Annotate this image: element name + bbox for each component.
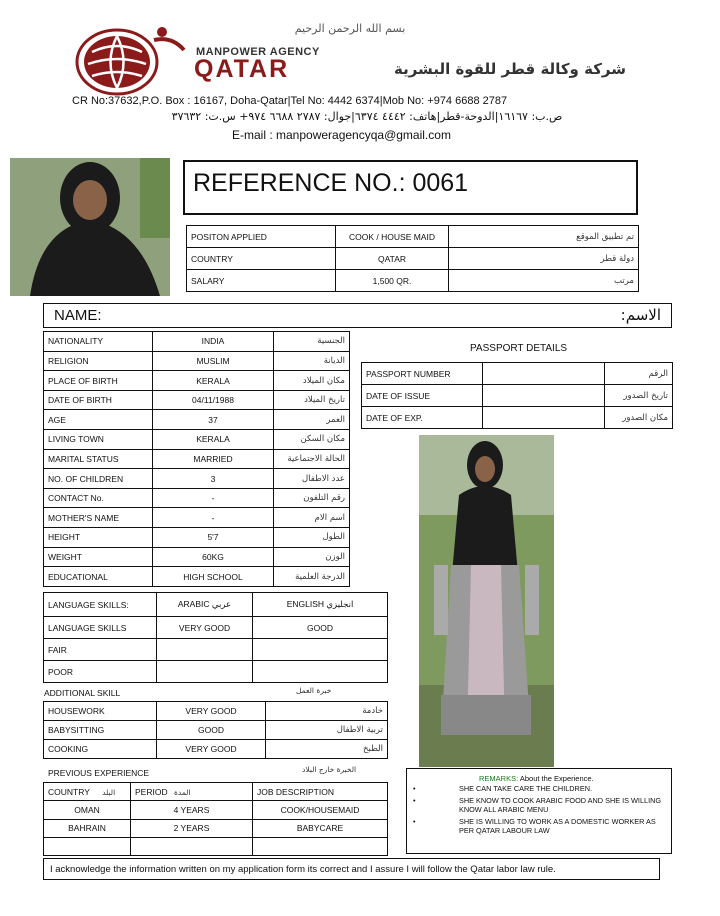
skill-label: HOUSEWORK — [44, 702, 157, 721]
personal-label-arabic: الطول — [274, 528, 350, 548]
passport-value — [483, 407, 605, 429]
personal-value: 37 — [153, 410, 274, 430]
language-row — [44, 639, 388, 661]
experience-period: 2 YEARS — [131, 819, 253, 837]
remarks-item — [413, 817, 667, 835]
personal-value: MARRIED — [153, 449, 274, 469]
applicant-full-length-photo — [419, 435, 554, 767]
personal-label: MOTHER'S NAME — [44, 508, 153, 528]
language-level-label: LANGUAGE SKILLS — [44, 617, 157, 639]
personal-label: LIVING TOWN — [44, 430, 153, 450]
bullet-icon: • — [413, 784, 416, 793]
language-level-label: POOR — [44, 661, 157, 683]
job-row — [187, 226, 639, 248]
experience-table — [43, 782, 388, 856]
agency-name-arabic: شركة وكالة قطر للقوة البشرية — [394, 60, 626, 78]
personal-label-arabic: رقم التلفون — [274, 488, 350, 508]
experience-row — [44, 819, 388, 837]
personal-value: KERALA — [153, 371, 274, 391]
additional-skill-title-arabic: خبرة العمل — [296, 686, 332, 695]
skill-label-arabic: خادمة — [266, 702, 388, 721]
language-english-level — [253, 661, 388, 683]
applicant-portrait-photo — [10, 158, 170, 296]
additional-skill-title: ADDITIONAL SKILL — [44, 688, 121, 698]
personal-label: PLACE OF BIRTH — [44, 371, 153, 391]
job-table — [186, 225, 639, 292]
remarks-box — [406, 768, 672, 854]
passport-row — [362, 363, 673, 385]
personal-value: - — [153, 488, 274, 508]
email-line: E-mail : manpoweragencyqa@gmail.com — [232, 128, 451, 142]
personal-label-arabic: اسم الام — [274, 508, 350, 528]
experience-period: 4 YEARS — [131, 801, 253, 819]
personal-label-arabic: الدرجة العلمية — [274, 567, 350, 587]
personal-row — [44, 410, 350, 430]
experience-row — [44, 801, 388, 819]
passport-label-arabic: الرقم — [605, 363, 673, 385]
personal-label-arabic: الجنسية — [274, 332, 350, 352]
remarks-item-text: SHE IS WILLING TO WORK AS A DOMESTIC WORKER AS PER QATAR LABOUR LAW — [459, 817, 656, 835]
passport-row — [362, 407, 673, 429]
remarks-item-text: SHE KNOW TO COOK ARABIC FOOD AND SHE IS WILLING KNOW ALL ARABIC MENU — [459, 796, 662, 814]
language-arabic-level — [157, 639, 253, 661]
personal-label-arabic: تاريخ الميلاد — [274, 390, 350, 410]
experience-title: PREVIOUS EXPERIENCE — [48, 768, 150, 778]
reference-box — [183, 160, 638, 215]
agency-name-small: MANPOWER AGENCY — [196, 46, 320, 58]
bullet-icon: • — [413, 817, 416, 826]
skill-row — [44, 702, 388, 721]
job-value: 1,500 QR. — [336, 270, 449, 292]
portrait-figure-icon — [10, 158, 170, 296]
personal-value: INDIA — [153, 332, 274, 352]
personal-label: NO. OF CHILDREN — [44, 469, 153, 489]
remarks-item-text: SHE CAN TAKE CARE THE CHILDREN. — [459, 784, 592, 793]
language-skills-table — [43, 592, 388, 683]
skill-label: BABYSITTING — [44, 721, 157, 740]
job-row — [187, 248, 639, 270]
personal-label-arabic: الحالة الاجتماعية — [274, 449, 350, 469]
passport-label-arabic: مكان الصدور — [605, 407, 673, 429]
personal-row — [44, 488, 350, 508]
personal-row — [44, 469, 350, 489]
globe-logo-icon — [72, 22, 192, 100]
remarks-subtitle: About the Experience. — [519, 774, 594, 783]
passport-label-arabic: تاريخ الصدور — [605, 385, 673, 407]
personal-label-arabic: عدد الاطفال — [274, 469, 350, 489]
name-bar — [43, 303, 672, 328]
personal-label: NATIONALITY — [44, 332, 153, 352]
language-header-arabic: ARABIC عربي — [157, 593, 253, 617]
personal-value: 3 — [153, 469, 274, 489]
language-row — [44, 617, 388, 639]
name-label-arabic: الاسم: — [620, 306, 661, 324]
personal-value: 5'7 — [153, 528, 274, 548]
personal-label: MARITAL STATUS — [44, 449, 153, 469]
job-label: SALARY — [187, 270, 336, 292]
language-header-row — [44, 593, 388, 617]
language-english-level: GOOD — [253, 617, 388, 639]
personal-row — [44, 332, 350, 352]
full-figure-icon — [419, 435, 554, 767]
language-row — [44, 661, 388, 683]
skill-value: GOOD — [157, 721, 266, 740]
personal-row — [44, 449, 350, 469]
remarks-title: REMARKS: — [479, 774, 519, 783]
bullet-icon: • — [413, 796, 416, 805]
acknowledgement-box — [43, 858, 660, 880]
remarks-item — [413, 796, 667, 814]
personal-label-arabic: مكان الميلاد — [274, 371, 350, 391]
personal-row — [44, 351, 350, 371]
personal-row — [44, 371, 350, 391]
passport-table — [361, 362, 673, 429]
passport-value — [483, 363, 605, 385]
skill-label-arabic: الطبخ — [266, 740, 388, 759]
language-arabic-level — [157, 661, 253, 683]
personal-value: 60KG — [153, 547, 274, 567]
agency-name-big: QATAR — [194, 55, 290, 83]
passport-label: DATE OF ISSUE — [362, 385, 483, 407]
job-label-arabic: تم تطبيق الموقع — [449, 226, 639, 248]
acknowledgement-text: I acknowledge the information written on my application form its correct and I assure I will follow the Qatar labor law rule. — [50, 864, 556, 875]
personal-value: MUSLIM — [153, 351, 274, 371]
bismillah: بسم الله الرحمن الرحيم — [294, 22, 406, 35]
language-header-english: ENGLISH انجليزي — [253, 593, 388, 617]
job-value: COOK / HOUSE MAID — [336, 226, 449, 248]
personal-value: - — [153, 508, 274, 528]
personal-row — [44, 390, 350, 410]
contact-line-arabic: ص.ب: ١٦١٦٧|الدوحة-قطر|هاتف: ٤٤٤٢ ٦٣٧٤|جوال: ٢٧٨٧ ٦٦٨٨ ٩٧٤+ س.ت: ٣٧٦٣٢ — [171, 110, 563, 123]
personal-row — [44, 528, 350, 548]
experience-title-arabic: الخبرة خارج البلاد — [302, 765, 357, 774]
remarks-list — [413, 784, 667, 838]
personal-row — [44, 547, 350, 567]
experience-job: COOK/HOUSEMAID — [253, 801, 388, 819]
job-label-arabic: دولة قطر — [449, 248, 639, 270]
additional-skill-table — [43, 701, 388, 759]
letterhead — [0, 0, 720, 150]
job-label: POSITON APPLIED — [187, 226, 336, 248]
experience-country: BAHRAIN — [44, 819, 131, 837]
personal-label: RELIGION — [44, 351, 153, 371]
skill-row — [44, 740, 388, 759]
personal-details-table — [43, 331, 350, 587]
experience-country: OMAN — [44, 801, 131, 819]
personal-label-arabic: العمر — [274, 410, 350, 430]
passport-value — [483, 385, 605, 407]
job-value: QATAR — [336, 248, 449, 270]
experience-header-period: PERIOD المدة — [131, 783, 253, 801]
remarks-item — [413, 784, 667, 793]
personal-value: HIGH SCHOOL — [153, 567, 274, 587]
skill-label: COOKING — [44, 740, 157, 759]
personal-row — [44, 430, 350, 450]
personal-label-arabic: مكان السكن — [274, 430, 350, 450]
personal-label: AGE — [44, 410, 153, 430]
personal-label: WEIGHT — [44, 547, 153, 567]
language-arabic-level: VERY GOOD — [157, 617, 253, 639]
reference-number: REFERENCE NO.: 0061 — [193, 169, 469, 197]
job-label-arabic: مرتب — [449, 270, 639, 292]
job-row — [187, 270, 639, 292]
personal-row — [44, 508, 350, 528]
contact-line-english: CR No:37632,P.O. Box : 16167, Doha-Qatar|Tel No: 4442 6374|Mob No: +974 6688 2787 — [72, 95, 508, 107]
experience-job: BABYCARE — [253, 819, 388, 837]
remarks-heading — [479, 774, 594, 783]
job-label: COUNTRY — [187, 248, 336, 270]
skill-label-arabic: تربية الاطفال — [266, 721, 388, 740]
personal-label: DATE OF BIRTH — [44, 390, 153, 410]
language-level-label: FAIR — [44, 639, 157, 661]
skill-value: VERY GOOD — [157, 702, 266, 721]
passport-label: PASSPORT NUMBER — [362, 363, 483, 385]
personal-value: KERALA — [153, 430, 274, 450]
personal-label: CONTACT No. — [44, 488, 153, 508]
experience-header-country: COUNTRY البلد — [44, 783, 131, 801]
personal-value: 04/11/1988 — [153, 390, 274, 410]
name-label: NAME: — [54, 307, 102, 324]
passport-label: DATE OF EXP. — [362, 407, 483, 429]
language-header-label: LANGUAGE SKILLS: — [44, 593, 157, 617]
personal-label-arabic: الديانة — [274, 351, 350, 371]
experience-header-job: JOB DESCRIPTION — [253, 783, 388, 801]
skill-value: VERY GOOD — [157, 740, 266, 759]
passport-row — [362, 385, 673, 407]
personal-row — [44, 567, 350, 587]
personal-label: HEIGHT — [44, 528, 153, 548]
language-english-level — [253, 639, 388, 661]
passport-title: PASSPORT DETAILS — [470, 343, 568, 354]
skill-row — [44, 721, 388, 740]
personal-label-arabic: الوزن — [274, 547, 350, 567]
personal-label: EDUCATIONAL — [44, 567, 153, 587]
